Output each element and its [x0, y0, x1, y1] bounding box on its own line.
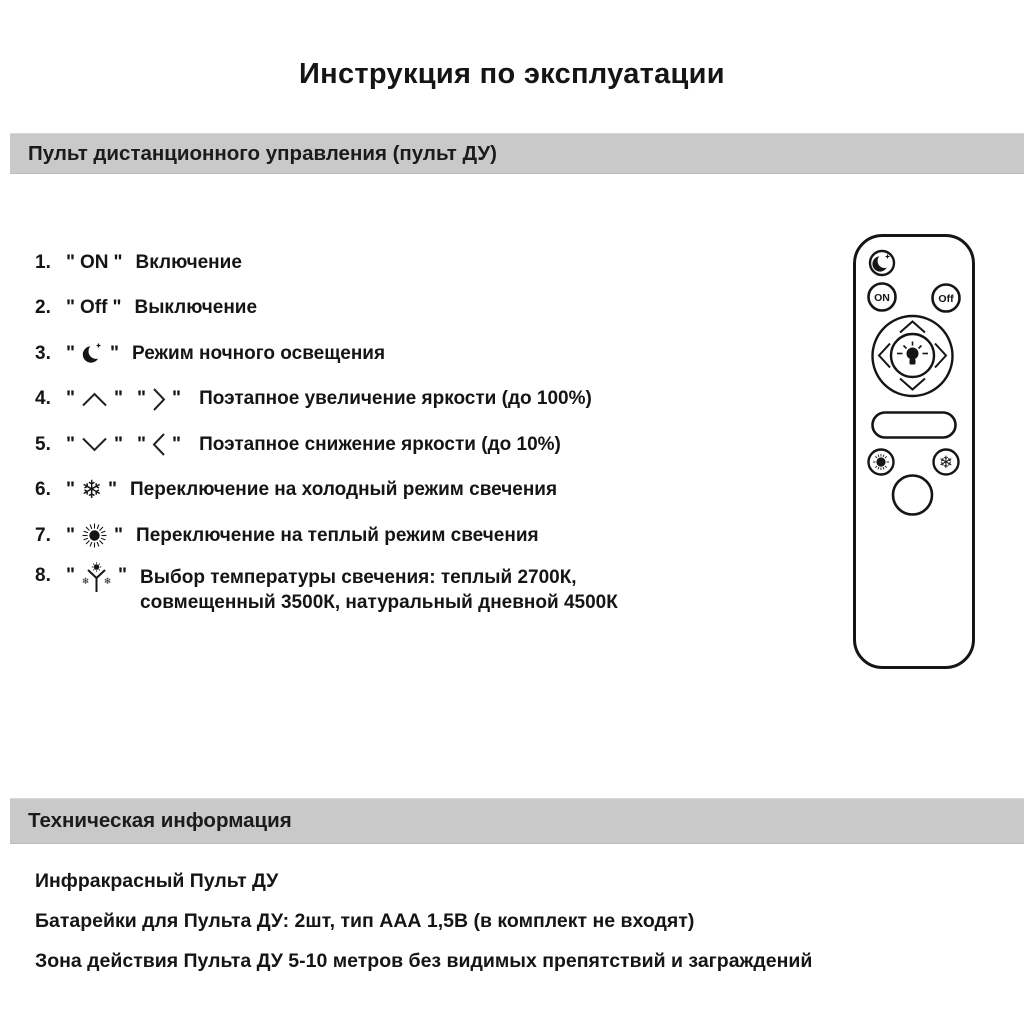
- item-description: Поэтапное увеличение яркости (до 100%): [199, 388, 592, 410]
- remote-instructions-list: [35, 240, 618, 615]
- list-item-warm-mode: 7. " " Переключение на теплый режим свечения: [35, 513, 618, 559]
- section-header-remote: [10, 134, 1024, 173]
- list-item-brightness-up: 4. " " " " Поэтапное увеличение яркости (до 100%): [35, 377, 618, 423]
- item-number: 8.: [35, 564, 51, 586]
- tech-line-range: Зона действия Пульта ДУ 5-10 метров без видимых препятствий и заграждений: [35, 950, 813, 972]
- item-number: 7.: [35, 524, 51, 546]
- svg-text:ON: ON: [874, 292, 890, 304]
- item-number: 1.: [35, 251, 51, 273]
- item-description: Поэтапное снижение яркости (до 10%): [199, 433, 561, 455]
- list-item-cold-mode: 6. " ❄ " Переключение на холодный режим свечения: [35, 476, 558, 505]
- item-number: 5.: [35, 433, 51, 455]
- item-description: Переключение на холодный режим свечения: [129, 479, 558, 501]
- svg-text:❄: ❄: [103, 575, 112, 586]
- sun-icon: [81, 522, 108, 549]
- page-title: Инструкция по эксплуатации: [299, 58, 725, 90]
- svg-text:Off: Off: [938, 293, 954, 305]
- chevron-left-icon: [152, 432, 166, 457]
- item-number: 6.: [35, 479, 51, 501]
- item-description: Режим ночного освещения: [132, 342, 386, 364]
- remote-illustration: [852, 233, 976, 673]
- moon-icon: [81, 342, 104, 365]
- section-header-remote-label: Пульт дистанционного управления (пульт ДУ): [28, 141, 497, 165]
- chevron-up-icon: [81, 392, 108, 407]
- item-number: 4.: [35, 388, 51, 410]
- tech-line-batteries: Батарейки для Пульта ДУ: 2шт, тип ААА 1,5В (в комплект не входят): [35, 910, 695, 932]
- svg-text:❄: ❄: [81, 575, 90, 586]
- list-item-temperature-select: 8. " ❄ ❄ " Выбор температуры свечения: теплый 2700К, совмещенный 3500К, натуральный дневной 4500К: [35, 559, 618, 615]
- list-item-night-mode: 3. " " Режим ночного освещения: [35, 342, 386, 364]
- on-label: ON: [80, 251, 109, 273]
- item-number: 2.: [35, 297, 51, 319]
- technical-info: [35, 869, 812, 989]
- item-description: Выбор температуры свечения: теплый 2700К, совмещенный 3500К, натуральный дневной 4500К: [140, 566, 618, 613]
- item-description: Выключение: [134, 297, 258, 319]
- snowflake-icon: ❄: [938, 453, 954, 472]
- item-description: Переключение на теплый режим свечения: [136, 524, 539, 546]
- section-header-tech: [10, 799, 1024, 843]
- item-description: Включение: [135, 251, 242, 273]
- snowflake-icon: ❄: [81, 476, 102, 505]
- chevron-down-icon: [81, 437, 108, 452]
- list-item-brightness-down: 5. " " " " Поэтапное снижение яркости (до 10%): [35, 422, 618, 468]
- list-item-on: 1. " ON " Включение: [35, 251, 242, 273]
- item-number: 3.: [35, 342, 51, 364]
- off-label: Off: [80, 297, 108, 319]
- temperature-select-icon: [81, 562, 112, 597]
- list-item-off: 2. " Off " Выключение: [35, 297, 258, 319]
- chevron-right-icon: [152, 387, 166, 412]
- section-header-tech-label: Техническая информация: [28, 809, 292, 832]
- tech-line-remote-type: Инфракрасный Пульт ДУ: [35, 870, 279, 892]
